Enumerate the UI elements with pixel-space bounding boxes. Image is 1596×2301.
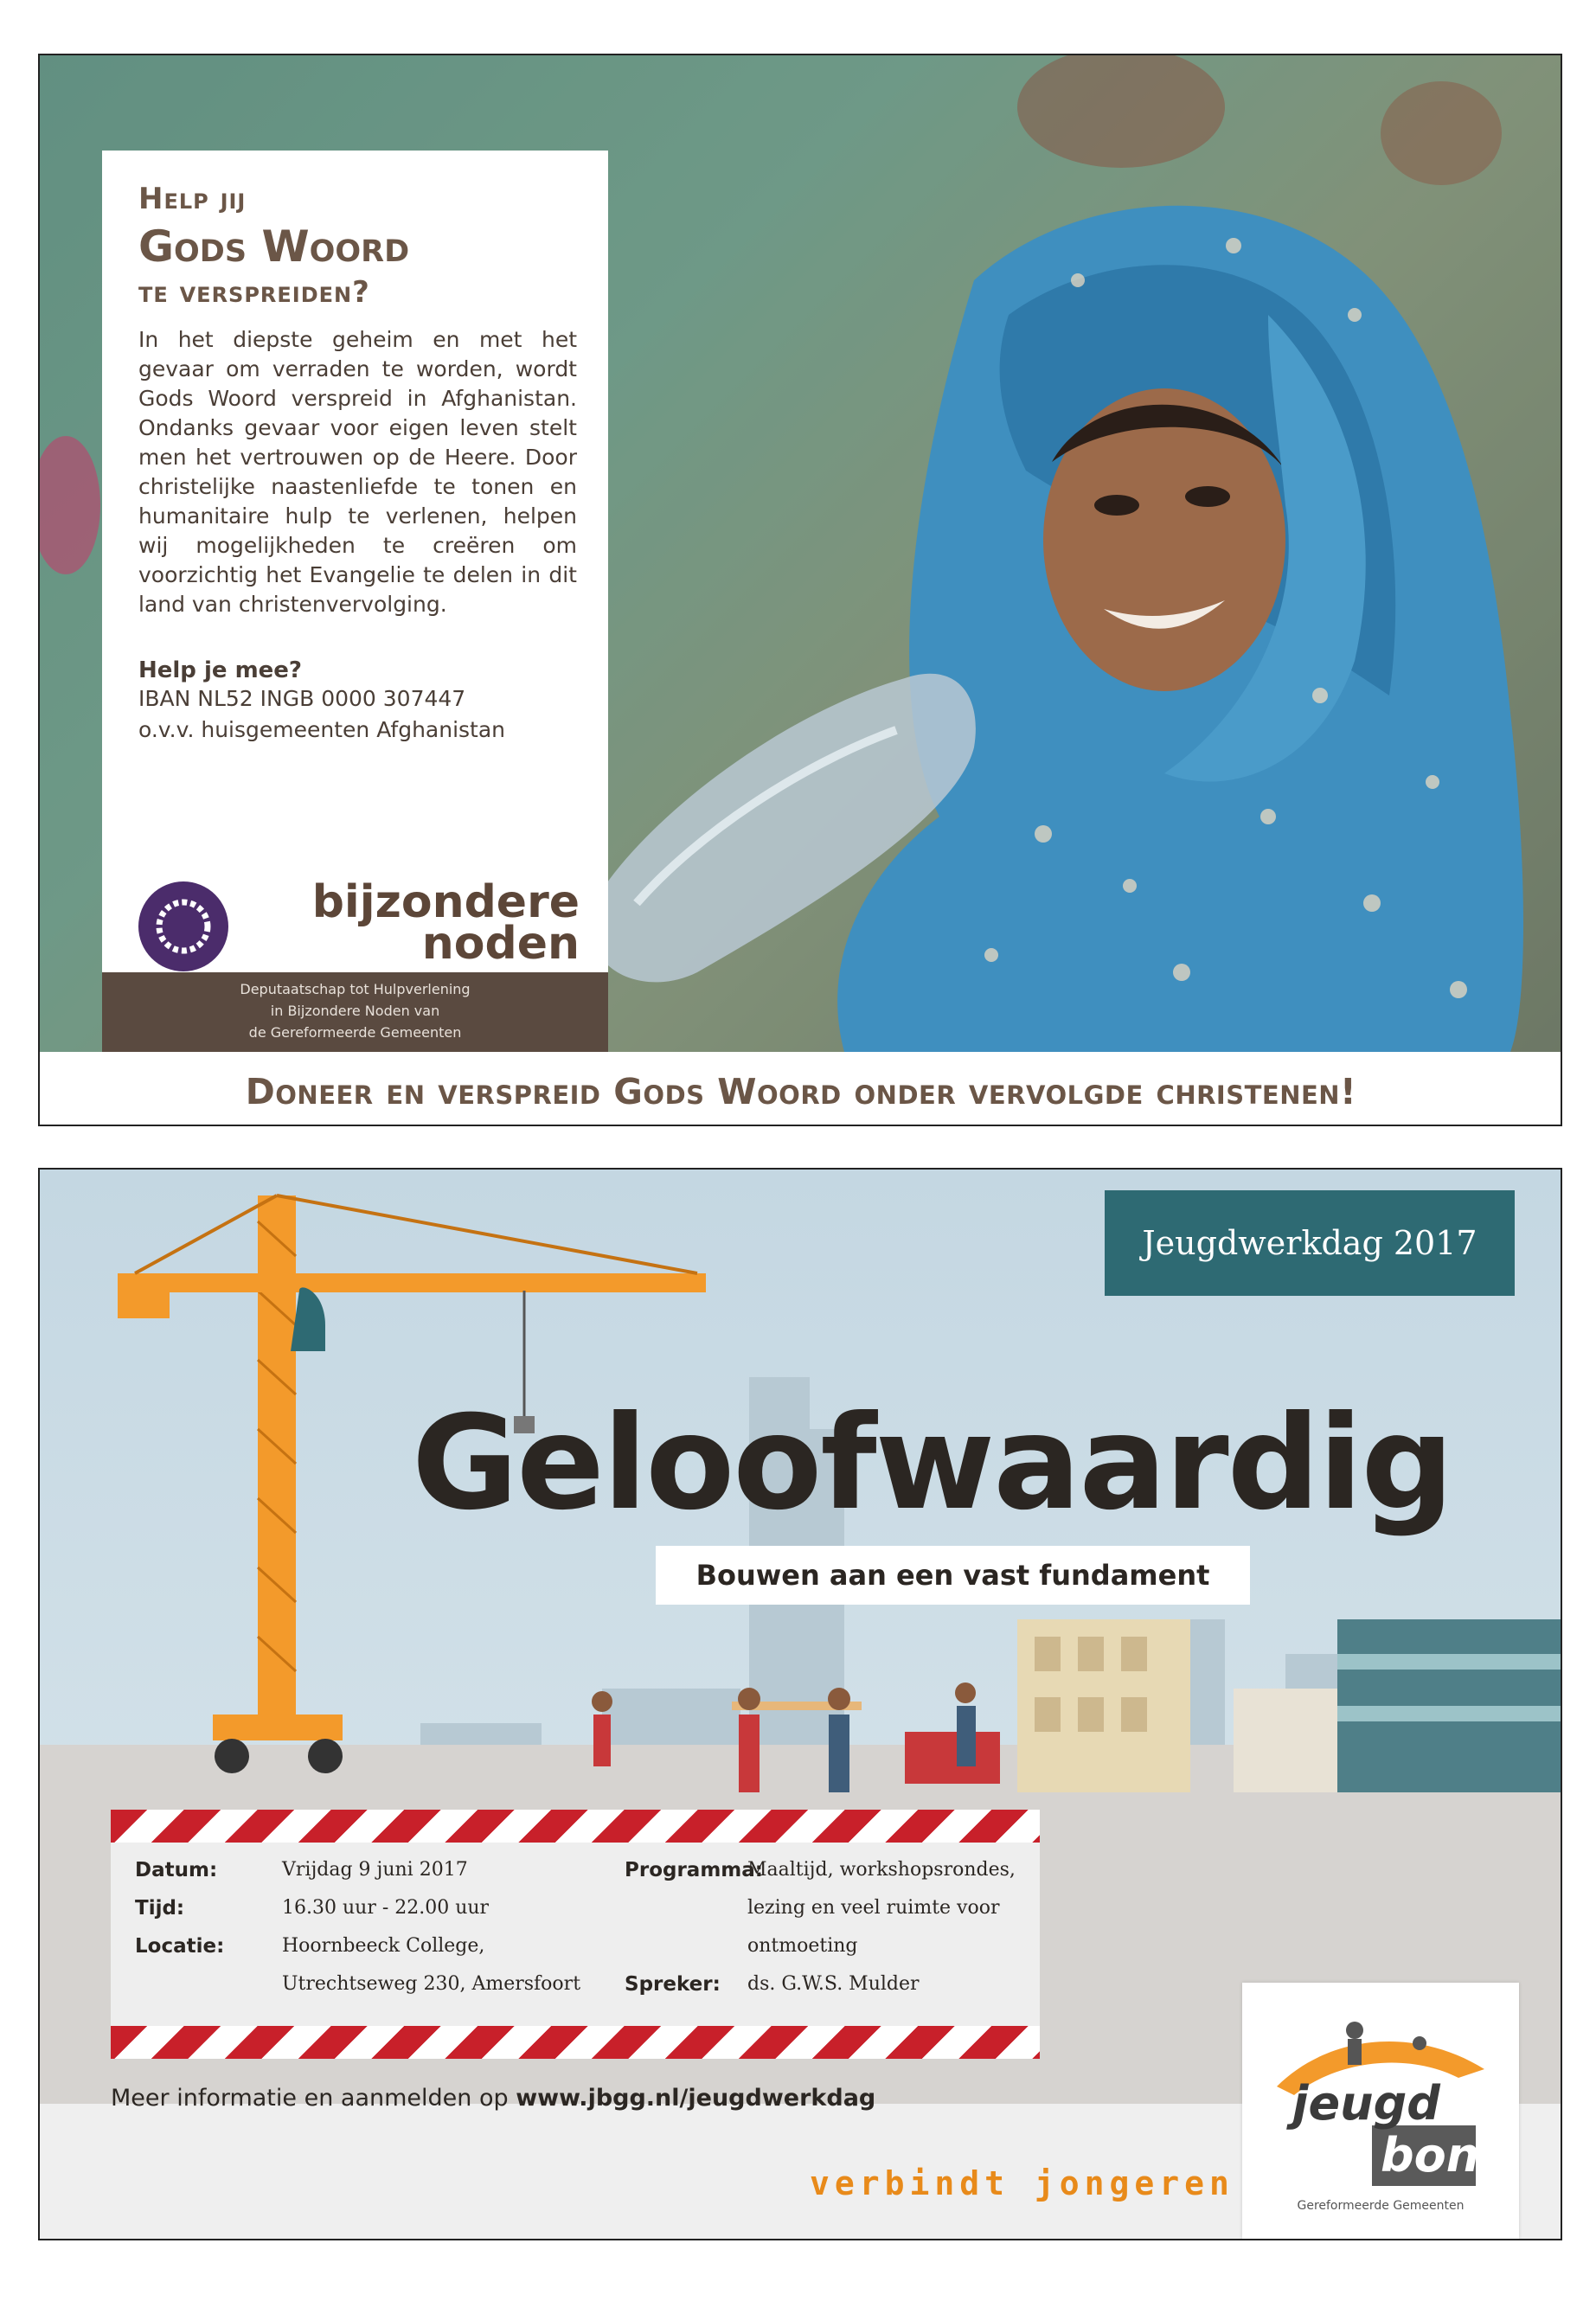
jeugdbond-logo — [1242, 1983, 1519, 2239]
logo-word-bijzondere: bijzondere — [311, 876, 580, 928]
heading-gods-woord: Gods Woord — [138, 221, 410, 272]
label-programma: Programma: — [625, 1859, 763, 1881]
ovv-text: o.v.v. huisgemeenten Afghanistan — [138, 717, 506, 742]
label-locatie: Locatie: — [135, 1935, 225, 1958]
value-programma-2: lezing en veel ruimte voor — [747, 1897, 1000, 1919]
heading-help-jij: Help jij — [138, 182, 247, 216]
info-box — [102, 151, 608, 1052]
org-line-1: Deputaatschap tot Hulpverlening — [240, 981, 471, 997]
logo-subtitle-gg: Gereformeerde Gemeenten — [1297, 2199, 1465, 2213]
value-locatie-1: Hoornbeeck College, — [282, 1935, 485, 1957]
event-title: Geloofwaardig — [412, 1388, 1452, 1539]
value-locatie-2: Utrechtseweg 230, Amersfoort — [282, 1973, 581, 1995]
event-subtitle: Bouwen aan een vast fundament — [656, 1546, 1250, 1605]
label-tijd: Tijd: — [135, 1897, 185, 1920]
event-year-label: Jeugdwerkdag 2017 — [1105, 1190, 1515, 1296]
ad1-footer-slogan: Doneer en verspreid Gods Woord onder vervolgde christenen! — [245, 1071, 1357, 1112]
org-line-2: in Bijzondere Noden van — [270, 1003, 440, 1019]
value-tijd: 16.30 uur - 22.00 uur — [282, 1897, 490, 1919]
logo-title — [311, 876, 580, 970]
value-programma-3: ontmoeting — [747, 1935, 858, 1957]
brick-wall — [905, 1732, 1000, 1784]
value-programma-1: Maaltijd, workshopsrondes, — [747, 1859, 1016, 1881]
barrier-stripe-top — [111, 1810, 1040, 1843]
buildings-right — [1017, 1619, 1562, 1792]
tagline: verbindt jongeren — [810, 2164, 1234, 2202]
value-datum: Vrijdag 9 juni 2017 — [282, 1859, 468, 1881]
label-datum: Datum: — [135, 1859, 218, 1881]
org-line-3: de Gereformeerde Gemeenten — [248, 1024, 462, 1041]
label-spreker: Spreker: — [625, 1973, 721, 1996]
heading-verspreiden: te verspreiden? — [138, 275, 370, 310]
ad-jeugdwerkdag — [38, 1168, 1562, 2240]
value-spreker: ds. G.W.S. Mulder — [747, 1973, 920, 1995]
more-info-prefix: Meer informatie en aanmelden op — [111, 2085, 516, 2112]
more-info-url[interactable]: www.jbgg.nl/jeugdwerkdag — [516, 2085, 876, 2112]
logo-word-jeugd: jeugd — [1292, 2076, 1440, 2131]
event-details-panel — [111, 1810, 1040, 2059]
organisation-bar — [102, 972, 608, 1052]
help-label: Help je mee? — [138, 657, 303, 683]
body-text: In het diepste geheim en met het gevaar om verraden te worden, wordt Gods Woord verspreid in Afghanistan. Ondanks gevaar voor eigen leven stelt men het vertrouwen op de Heere. Door christelijke naastenliefde te tonen en humanitaire hulp te verlenen, helpen wij mogelijkheden te creëren om voorzichtig het Evangelie te delen in dit land van christenvervolging. — [138, 327, 577, 617]
iban-text: IBAN NL52 INGB 0000 307447 — [138, 686, 466, 711]
logo-word-noden: noden — [421, 918, 580, 970]
more-info-line — [111, 2085, 875, 2112]
crown-of-thorns-icon — [138, 881, 228, 971]
logo-word-bond: bond — [1381, 2128, 1513, 2182]
barrier-stripe-bottom — [111, 2026, 1040, 2059]
ad-afghanistan — [38, 54, 1562, 1126]
